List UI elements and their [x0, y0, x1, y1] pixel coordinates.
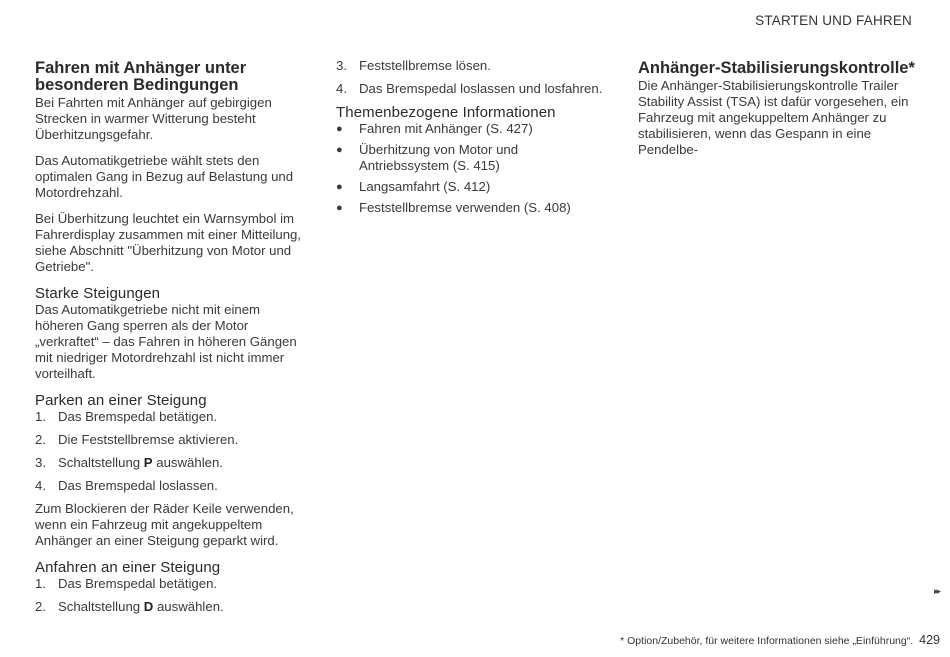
paragraph-wheel-chocks: Zum Blockieren der Räder Keile verwenden, wenn ein Fahrzeug mit angekuppeltem Anhänger an einer Steigung geparkt wird. — [35, 501, 294, 548]
start-steps-continued-list — [336, 58, 606, 97]
list-item: 1. Das Bremspedal betätigen. — [35, 409, 218, 424]
gear-p-label: P — [143, 455, 153, 470]
column-right — [638, 58, 918, 158]
start-steps-list — [35, 576, 310, 615]
page-number: 429 — [919, 633, 940, 647]
related-link[interactable]: ● Feststellbremse verwenden (S. 408) — [336, 200, 571, 215]
column-middle — [336, 58, 606, 221]
paragraph-steep-inclines: Das Automatikgetriebe nicht mit einem höheren Gang sperren als der Motor „verkraftet“ – das Fahren in höheren Gängen mit niedriger Motordrehzahl ist nicht immer vorteilhaft. — [35, 302, 297, 381]
subheading-starting-on-incline: Anfahren an einer Steigung — [35, 559, 221, 576]
related-links-list — [336, 121, 606, 216]
related-link[interactable]: ● Langsamfahrt (S. 412) — [336, 179, 491, 194]
subsection-starting-on-incline — [35, 559, 310, 615]
bullet-icon: ● — [336, 181, 343, 193]
bullet-icon: ● — [336, 202, 343, 214]
paragraph-overheating: Bei Überhitzung leuchtet ein Warnsymbol im Fahrerdisplay zusammen mit einer Mitteilung, siehe Abschnitt "Überhitzung von Motor und Getriebe". — [35, 211, 302, 274]
continue-arrows-icon: ▸▸ — [933, 586, 939, 596]
intro-paragraph: Bei Fahrten mit Anhänger auf gebirgigen Strecken in warmer Witterung besteht Überhitzungsgefahr. — [35, 95, 272, 142]
list-item: 3. Schaltstellung P auswählen. — [35, 455, 223, 470]
bullet-icon: ● — [336, 144, 343, 156]
list-item: 4. Das Bremspedal loslassen und losfahren. — [336, 81, 603, 96]
running-header: STARTEN UND FAHREN — [755, 13, 912, 28]
bullet-icon: ● — [336, 123, 343, 135]
related-link[interactable]: ● Fahren mit Anhänger (S. 427) — [336, 121, 533, 136]
list-item: 1. Das Bremspedal betätigen. — [35, 576, 218, 591]
list-item: 2. Schaltstellung D auswählen. — [35, 599, 224, 614]
column-left — [35, 58, 310, 622]
paragraph-gear-selection: Das Automatikgetriebe wählt stets den optimalen Gang in Bezug auf Belastung und Motordrehzahl. — [35, 153, 294, 200]
footnote: * Option/Zubehör, für weitere Informationen siehe „Einführung“. — [620, 635, 914, 647]
parking-steps-list — [35, 409, 310, 494]
subheading-parking-on-incline: Parken an einer Steigung — [35, 392, 207, 409]
gear-d-label: D — [143, 599, 154, 614]
list-item: 4. Das Bremspedal loslassen. — [35, 478, 218, 493]
list-item: 3. Feststellbremse lösen. — [336, 58, 491, 73]
subheading-related-information: Themenbezogene Informationen — [336, 104, 556, 121]
page-footer — [620, 633, 940, 647]
list-item: 2. Die Feststellbremse aktivieren. — [35, 432, 239, 447]
related-link[interactable]: ● Überhitzung von Motor und Antriebssystem (S. 415) — [336, 142, 519, 173]
section-title-trailer-stability: Anhänger-Stabilisierungskontrolle* — [638, 59, 915, 77]
subsection-parking-on-incline — [35, 392, 310, 549]
paragraph-tsa: Die Anhänger-Stabilisierungskontrolle Trailer Stability Assist (TSA) ist dafür vorgesehen, ein Fahrzeug mit angekuppeltem Anhänger zu stabilisieren, wenn das Gespann in eine Pendelbe- — [638, 78, 909, 157]
section-title-trailer-conditions: Fahren mit Anhänger unter besonderen Bedingungen — [35, 59, 247, 94]
subsection-steep-inclines — [35, 285, 310, 382]
subheading-steep-inclines: Starke Steigungen — [35, 285, 161, 302]
